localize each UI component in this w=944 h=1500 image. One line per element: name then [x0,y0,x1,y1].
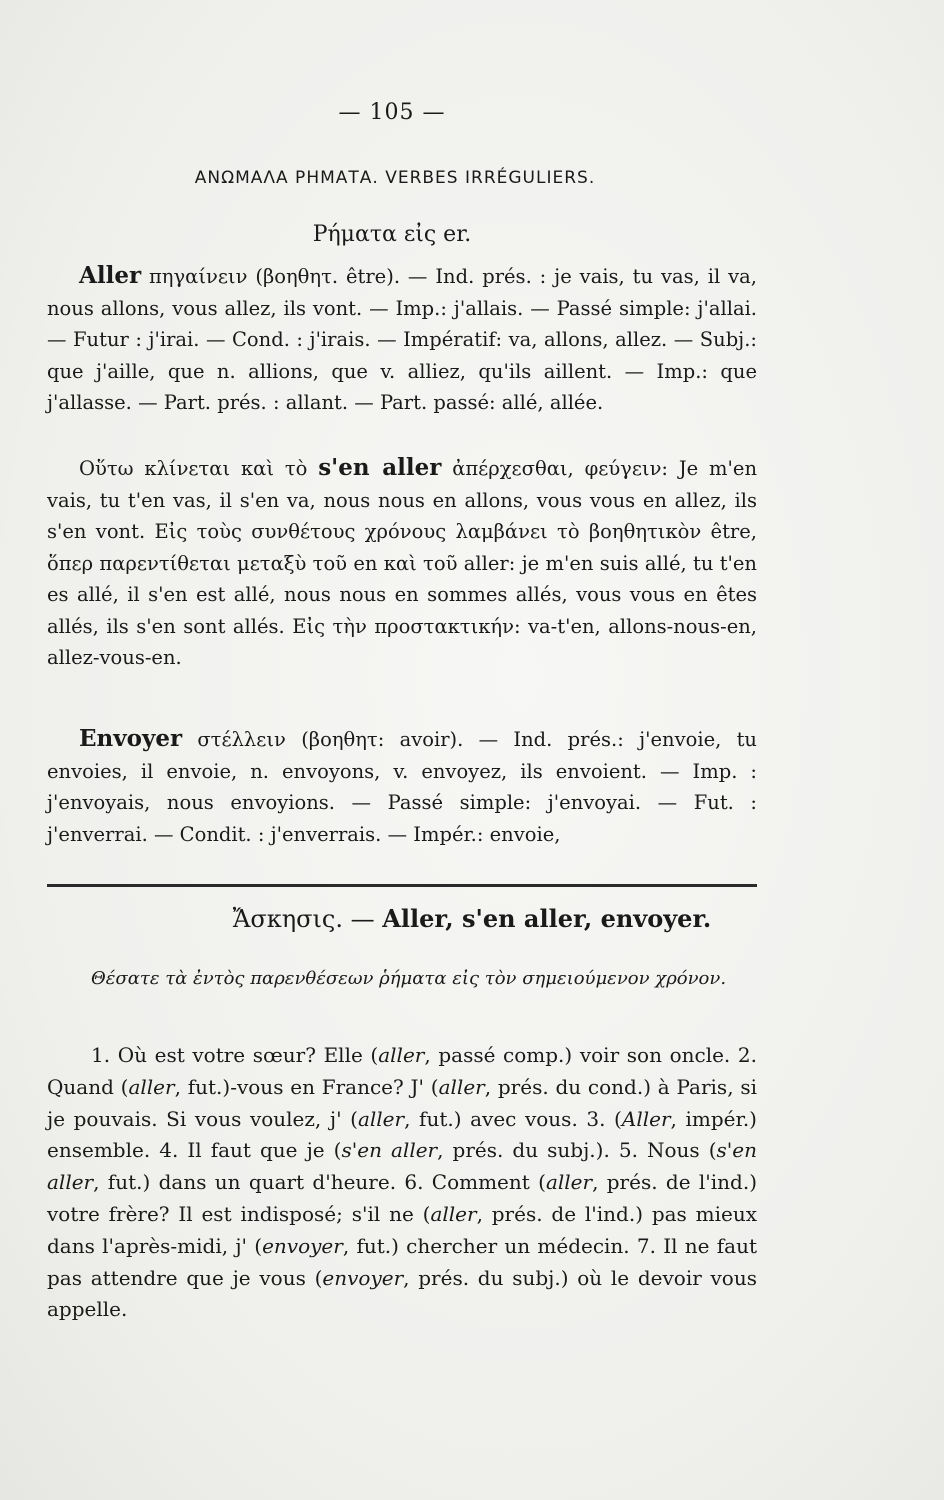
exercise-text: 1. Où est votre sœur? Elle ( [91,1043,379,1067]
exercise-text: , prés. de l'ind.) pas mieux dans l'après-midi, j' ( [47,1201,758,1258]
exercise-text: , fut.) avec vous. 3. ( [404,1106,622,1131]
exercise-title-french: Aller, s'en aller, envoyer. [382,904,712,933]
verb-hint: Aller [621,1106,671,1131]
exercise-text: , passé comp.) voir son oncle. 2. Quand ( [47,1043,757,1099]
verb-heading-aller: Aller [79,262,142,289]
verb-heading-envoyer: Envoyer [79,725,183,752]
exercise-sentences [47,1040,757,1326]
verb-hint: s'en aller [341,1138,438,1163]
envoyer-paragraph [47,723,757,850]
exercise-text: , fut.)-vous en France? J' ( [174,1074,439,1099]
exercise-text: , prés. du cond.) à Paris, si je pouvais. Si vous voulez, j' ( [47,1074,757,1131]
verb-hint: envoyer [322,1265,404,1290]
verb-hint: aller [378,1043,425,1067]
aller-conjugation: πηγαίνειν (βοηθητ. être). — Ind. prés. : je vais, tu vas, il va, nous allons, vous allez, ils vont. — Imp.: j'allais. — Passé simple: j'allai. — Futur : j'irai. — Cond. : j'irais. — Impératif: va, allons, allez. — Subj.: que j'aille, que n. allions, que v. alliez, qu'ils aillent. — Imp.: que j'allasse. — Part. prés. : allant. — Part. passé: allé, allée. [47,265,757,414]
verb-hint: envoyer [262,1233,343,1258]
exercise-text: , fut.) chercher un médecin. 7. Il ne faut pas attendre que je vous ( [47,1233,757,1290]
section-divider [47,884,757,887]
exercise-text: , fut.) dans un quart d'heure. 6. Comment ( [93,1170,546,1195]
exercise-title [0,904,944,933]
verb-hint: s'en aller [47,1138,758,1195]
envoyer-conjugation: στέλλειν (βοηθητ: avoir). — Ind. prés.: j'envoie, tu envoies, il envoie, n. envoyons, v. envoyez, ils envoient. — Imp. : j'envoyais, nous envoyions. — Passé simple: j'envoyai. — Fut. : j'enverrai. — Condit. : j'enverrais. — Impér.: envoie, [47,728,757,846]
verb-heading-sen-aller: s'en aller [318,454,442,481]
exercise-text: , prés. du subj.). 5. Nous ( [437,1138,717,1163]
sen-aller-lead: Οὕτω κλίνεται καὶ τὸ [79,457,319,480]
exercise-instruction: Θέσατε τὰ ἐντὸς παρενθέσεων ῥήματα εἰς τὸν σημειούμενον χρόνον. [91,968,727,989]
verb-hint: aller [545,1170,593,1195]
sen-aller-paragraph [47,452,757,674]
verb-hint: aller [438,1074,485,1099]
page-number: — 105 — [338,100,446,125]
section-title: ΑΝΩΜΑΛΑ ΡΗΜΑΤΑ. VERBES IRRÉGULIERS. [194,168,596,188]
subtitle: Ρήματα εἰς er. [312,222,472,247]
sen-aller-conjugation: ἀπέρχεσθαι, φεύγειν: Je m'en vais, tu t'en vas, il s'en va, nous nous en allons, vous vous en allez, ils s'en vont. Εἰς τοὺς συνθέτους χρόνους λαμβάνει τὸ βοηθητικὸν être, ὅπερ παρεντίθεται μεταξὺ τοῦ en καὶ τοῦ aller: je m'en suis allé, tu t'en es allé, il s'en est allé, nous nous en sommes allés, vous vous en êtes allés, ils s'en sont allés. Εἰς τὴν προστακτικήν: va-t'en, allons-nous-en, allez-vous-en. [47,457,758,669]
exercise-text: , prés. du subj.) où le devoir vous appelle. [47,1265,757,1322]
exercise-text: , prés. de l'ind.) votre frère? Il est indisposé; s'il ne ( [47,1170,757,1226]
exercise-text: , impér.) ensemble. 4. Il faut que je ( [47,1106,757,1163]
verb-hint: aller [430,1201,477,1226]
aller-paragraph [47,260,757,419]
verb-hint: aller [128,1074,175,1099]
exercise-title-greek: Ἄσκησις. — [232,905,383,933]
verb-hint: aller [357,1106,405,1131]
